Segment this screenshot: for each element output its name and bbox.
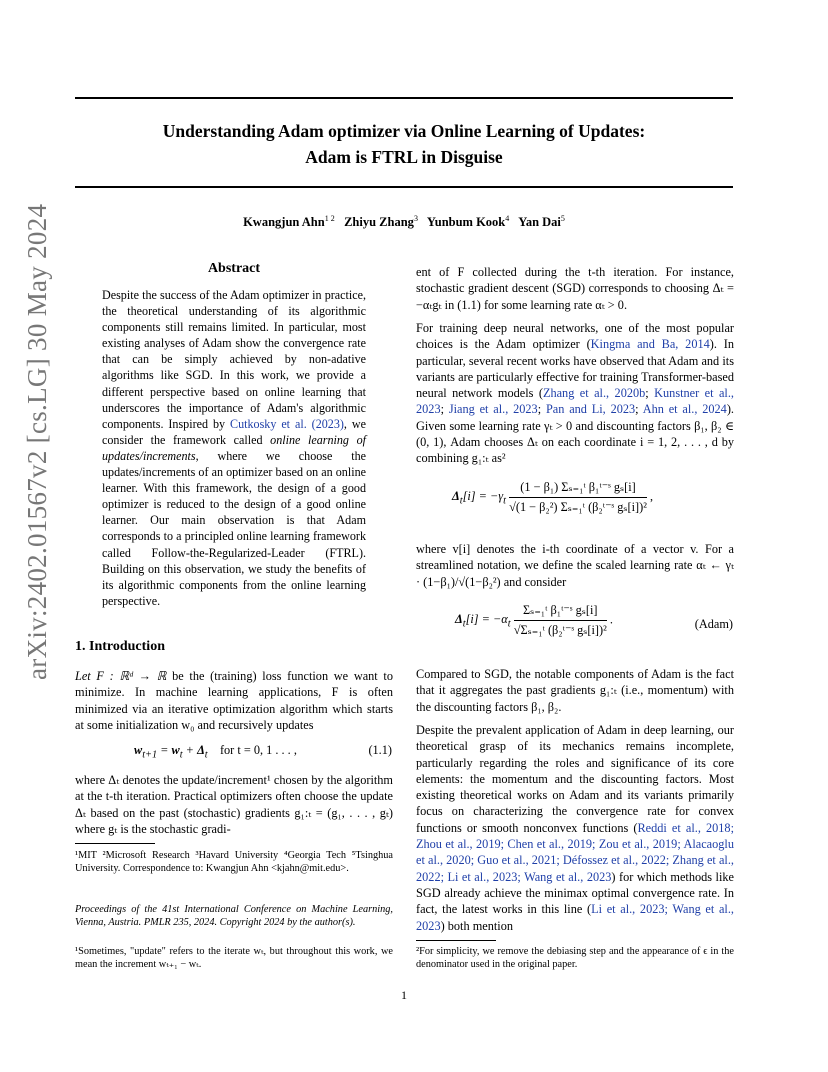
right-text-5b: ) for which methods like SGD already achieve the minimax optimal convergence rate. In fact, the latest works in this line ( bbox=[416, 869, 734, 917]
equation-adam-fraction bbox=[514, 603, 607, 638]
paper-title bbox=[75, 118, 733, 170]
citation-ahn[interactable]: Ahn et al., 2024 bbox=[642, 402, 727, 417]
right-text-5c: ) both mention bbox=[440, 918, 514, 933]
footnote-2: ²For simplicity, we remove the debiasing step and the appearance of ϵ in the denominator used in the original paper. bbox=[416, 946, 734, 971]
intro-text-1: be the (training) loss function we want to minimize. In machine learning applications, F is often minimized via an iterative optimization algorithm which starts at some initialization w₀ and recursively updates bbox=[75, 669, 393, 732]
equation-adam-label: (Adam) bbox=[694, 617, 733, 631]
page-number: 1 bbox=[401, 988, 407, 1002]
equation-1-1: $w_{t+1} = w_t + \Delta_t$ for t = 0, 1 . . . , (1.1) bbox=[134, 743, 392, 761]
equation-1-1-condition: for t = 0, 1 . . . , bbox=[219, 743, 297, 757]
footnote-1: ¹Sometimes, "update" refers to the iterate wₜ, but throughout this work, we mean the increment wₜ₊₁ − wₜ. bbox=[75, 946, 393, 971]
title-line-2: Adam is FTRL in Disguise bbox=[305, 147, 503, 167]
citation-group-convergence[interactable]: Reddi et al., 2018; Zhou et al., 2019; Chen et al., 2019; Zou et al., 2019; Alacaoglu et al., 2020; Guo et al., 2021; Défossez et al., 2022; Zhang et al., 2022; Li et al., 2023; Wang et al., 2023 bbox=[416, 820, 734, 884]
intro-lead: Let F : ℝᵈ → ℝ bbox=[75, 669, 167, 683]
author-1-aff: 1 2 bbox=[324, 214, 335, 223]
equation-adam: $\Delta_t[i] = -\alpha_t$ $\frac{\text{Σₛ₌₁ᵗ β₁ᵗ⁻ˢ gₛ[i]}}{\text{√Σₛ₌₁ᵗ (β₂ᵗ⁻ˢ gₛ[i])²}}$ . (Adam) bbox=[455, 603, 733, 637]
abstract-heading: Abstract bbox=[207, 261, 261, 276]
equation-adam-numerator: Σₛ₌₁ᵗ β₁ᵗ⁻ˢ gₛ[i] bbox=[514, 603, 607, 621]
abstract-text-3: , where we choose the updates/increments of an optimizer based on an online learner. With this framework, the design of a good optimizer is reduced to the design of a good online learner. Our main observation is that Adam corresponds to a principled online learning framework called Follow-the-Regularized-Leader (FTRL). Building on this observation, we study the benefits of its algorithmic components from the online learning perspective. bbox=[102, 448, 366, 608]
citation-jiang[interactable]: Jiang et al., 2023 bbox=[448, 402, 538, 417]
equation-1-1-label: (1.1) bbox=[368, 743, 392, 757]
author-4-aff: 5 bbox=[560, 214, 565, 223]
equation-delta: $\Delta_t[i] = -\gamma_t$ $\frac{\text{(1 − β₁) Σₛ₌₁ᵗ β₁ᵗ⁻ˢ gₛ[i]}}{\text{√(1 − β₂²) Σₛ₌₁ᵗ (β₂ᵗ⁻ˢ gₛ[i])²}}$ , bbox=[452, 480, 654, 514]
intro-paragraph-2: where Δₜ denotes the update/increment¹ chosen by the algorithm at the t-th iteration. Practical optimizers often choose the update Δₜ based on the past (stochastic) gradients g₁:ₜ = (g₁, . . . , gₜ) where gₜ is the stochastic gradi- bbox=[75, 773, 393, 836]
citation-kingma[interactable]: Kingma and Ba, 2014 bbox=[590, 337, 710, 352]
abstract-citation-link[interactable]: Cutkosky et al. (2023) bbox=[230, 416, 344, 431]
citation-kunstner[interactable]: Kunstner et al., 2023 bbox=[416, 386, 734, 417]
top-rule bbox=[75, 97, 733, 99]
title-bottom-rule bbox=[75, 186, 733, 188]
right-paragraph-3: where v[i] denotes the i-th coordinate of a vector v. For a streamlined notation, we define the scaled learning rate αₜ ← γₜ · (1−β₁)/√(1−β₂²) and consider bbox=[416, 542, 734, 589]
equation-delta-denominator: √(1 − β₂²) Σₛ₌₁ᵗ (β₂ᵗ⁻ˢ gₛ[i])² bbox=[509, 500, 647, 514]
right-footnote-rule bbox=[416, 940, 496, 941]
right-text-5a: Despite the prevalent application of Adam in deep learning, our theoretical grasp of its mechanics remains incomplete, particularly regarding the roles and significance of its core elements: the momentum and the discounting factors. Most existing theoretical works on Adam and its variants primarily focus on characterizing the convergence rate for convex functions or smooth nonconvex functions ( bbox=[416, 723, 734, 835]
author-4: Yan Dai bbox=[518, 215, 561, 230]
abstract-body bbox=[102, 287, 366, 609]
citation-group-latest[interactable]: Li et al., 2023; Wang et al., 2023 bbox=[416, 902, 734, 933]
author-1: Kwangjun Ahn bbox=[243, 215, 325, 230]
arxiv-stamp: arXiv:2402.01567v2 [cs.LG] 30 May 2024 bbox=[22, 203, 52, 680]
author-2: Zhiyu Zhang bbox=[344, 215, 414, 230]
author-2-aff: 3 bbox=[413, 214, 418, 223]
section-heading: 1. Introduction bbox=[75, 639, 165, 654]
right-text-2b: ). In particular, several recent works have observed that Adam and its variants are particularly effective for training Transformer-based neural network models ( bbox=[416, 337, 734, 401]
author-list bbox=[75, 214, 733, 230]
right-paragraph-1: ent of F collected during the t-th iteration. For instance, stochastic gradient descent (SGD) corresponds to choosing Δₜ = −αₜgₜ in (1.1) for some learning rate αₜ > 0. bbox=[416, 265, 734, 312]
right-paragraph-5 bbox=[416, 722, 734, 934]
intro-paragraph-1 bbox=[75, 668, 393, 733]
affiliation-footnote: ¹MIT ²Microsoft Research ³Havard University ⁴Georgia Tech ⁵Tsinghua University. Correspondence to: Kwangjun Ahn <kjahn@mit.edu>. bbox=[75, 850, 393, 875]
left-footnote-rule bbox=[75, 843, 155, 844]
abstract-text-2: , we consider the framework called bbox=[102, 416, 366, 447]
right-text-2c: ). Given some learning rate γₜ > 0 and discounting factors β₁, β₂ ∈ (0, 1), Adam chooses Δₜ on each coordinate i = 1, 2, . . . , d by combining g₁:ₜ as² bbox=[416, 402, 734, 466]
right-paragraph-2: For training deep neural networks, one of the most popular choices is the Adam optimizer (Kingma and Ba, 2014). In particular, several recent works have observed that Adam and its variants are particularly effective for training Transformer-based neural network models (Zhang et al., 2020b; Kunstner et al., 2023; Jiang et al., 2023; Pan and Li, 2023; Ahn et al., 2024). Given some learning rate γₜ > 0 and discounting factors β₁, β₂ ∈ (0, 1), Adam chooses Δₜ on each coordinate i = 1, 2, . . . , d by combining g₁:ₜ as² bbox=[416, 321, 734, 466]
author-3: Yunbum Kook bbox=[426, 215, 506, 230]
proceedings-note: Proceedings of the 41st International Conference on Machine Learning, Vienna, Austria. PMLR 235, 2024. Copyright 2024 by the author(s). bbox=[75, 904, 393, 929]
abstract-text-1: Despite the success of the Adam optimizer in practice, the theoretical understanding of its algorithmic components still remains limited. In particular, most existing analyses of Adam show the convergence rate that can be simply achieved by non-adative algorithms like SGD. In this work, we provide a different perspective based on online learning that underscores the importance of Adam's algorithmic components. Inspired by bbox=[102, 288, 366, 431]
title-line-1: Understanding Adam optimizer via Online Learning of Updates: bbox=[162, 121, 646, 141]
citation-zhang[interactable]: Zhang et al., 2020b bbox=[542, 386, 646, 401]
citation-pan[interactable]: Pan and Li, 2023 bbox=[545, 402, 636, 417]
abstract-emphasis: online learning of updates/increments bbox=[102, 432, 366, 463]
equation-delta-fraction bbox=[509, 480, 647, 515]
author-3-aff: 4 bbox=[505, 214, 510, 223]
equation-adam-denominator: √Σₛ₌₁ᵗ (β₂ᵗ⁻ˢ gₛ[i])² bbox=[513, 623, 607, 637]
right-paragraph-4: Compared to SGD, the notable components of Adam is the fact that it aggregates the past gradients g₁:ₜ (i.e., momentum) with the discounting factors β₁, β₂. bbox=[416, 667, 734, 714]
equation-delta-numerator: (1 − β₁) Σₛ₌₁ᵗ β₁ᵗ⁻ˢ gₛ[i] bbox=[509, 480, 647, 498]
right-text-2a: For training deep neural networks, one of the most popular choices is the Adam optimizer ( bbox=[416, 321, 734, 352]
